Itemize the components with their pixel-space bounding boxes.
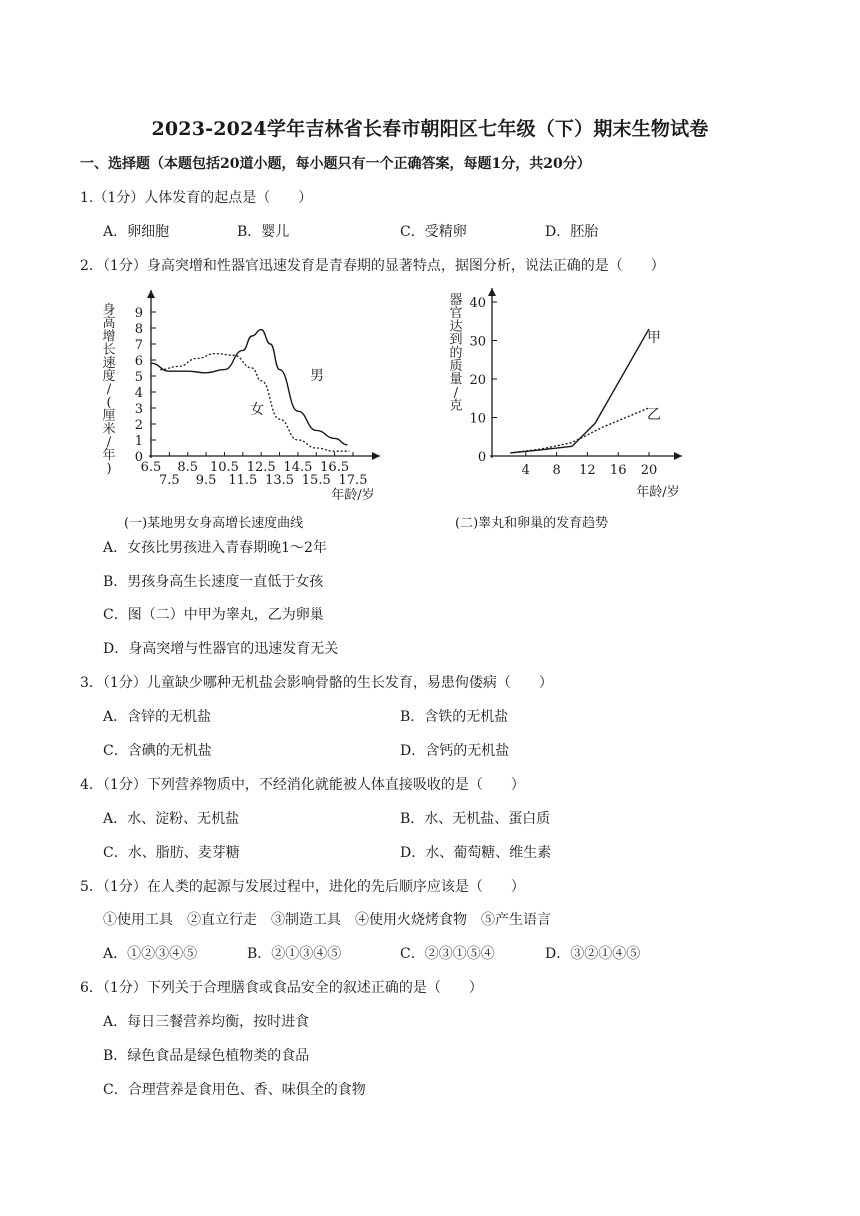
- series-label-male: 男: [310, 368, 324, 384]
- series-label-yi: 乙: [647, 407, 661, 423]
- x-axis-head: [674, 452, 682, 460]
- y-axis-label-char: 厘: [102, 408, 116, 424]
- y-tick-label: 2: [134, 418, 143, 433]
- y-tick-label: 0: [134, 450, 143, 465]
- y-tick-label: 30: [469, 334, 486, 350]
- x-tick-label-lower: 9.5: [195, 473, 217, 488]
- y-axis-label-char: 米: [102, 421, 116, 437]
- q4-option-a: A．水、淀粉、无机盐: [103, 811, 240, 827]
- q5-option-b: B．②①③④⑤: [247, 946, 342, 962]
- series-label-female: 女: [250, 402, 264, 418]
- x-tick-label: 8: [552, 463, 561, 478]
- section-heading: 一、选择题（本题包括20道小题，每小题只有一个正确答案，每题1分，共20分）: [80, 156, 591, 172]
- y-axis-label-char: 器: [449, 293, 463, 308]
- y-axis-label-char: ): [106, 461, 112, 477]
- q6-option-c: C．合理营养是食用色、香、味俱全的食物: [103, 1082, 366, 1098]
- x-tick-label-upper: 8.5: [177, 460, 199, 475]
- x-tick-label-lower: 7.5: [159, 473, 180, 488]
- y-tick-label: 6: [134, 354, 143, 369]
- y-axis-head: [488, 288, 496, 296]
- x-tick-label: 20: [640, 463, 658, 478]
- y-axis-label-char: 长: [102, 342, 116, 358]
- x-axis-label: 年龄/岁: [636, 485, 680, 500]
- y-tick-label: 8: [134, 322, 143, 337]
- y-axis-label-char: 达: [449, 319, 463, 335]
- q4-option-c: C．水、脂肪、麦芽糖: [103, 845, 240, 861]
- chart-2-caption: (二)睾丸和卵巢的发育趋势: [455, 516, 609, 531]
- x-tick-label-lower: 17.5: [338, 473, 368, 488]
- chart-1-caption: (一)某地男女身高增长速度曲线: [124, 516, 304, 531]
- q5-option-c: C．②③①⑤④: [400, 946, 495, 962]
- y-axis-label-char: 到: [449, 332, 463, 348]
- q5-option-a: A．①②③④⑤: [103, 946, 198, 962]
- x-tick-label-upper: 14.5: [283, 460, 313, 475]
- y-tick-label: 1: [134, 434, 143, 449]
- q2-option-c: C．图（二）中甲为睾丸，乙为卵巢: [103, 607, 324, 623]
- x-tick-label-upper: 12.5: [246, 460, 276, 475]
- y-axis-label-char: 官: [449, 306, 463, 322]
- q6-option-b: B．绿色食品是绿色植物类的食品: [103, 1048, 310, 1064]
- q2-option-a: A．女孩比男孩进入青春期晚1～2年: [103, 540, 327, 556]
- y-axis-label-char: 增: [102, 329, 116, 345]
- y-tick-label: 10: [469, 411, 486, 427]
- y-axis-label-char: 的: [449, 345, 463, 361]
- q1-option-a: A．卵细胞: [103, 224, 170, 240]
- x-tick-label: 4: [521, 463, 530, 478]
- y-axis-label-char: (: [106, 395, 112, 411]
- y-axis-label-char: 克: [449, 398, 463, 414]
- y-axis-label-char: 度: [102, 369, 116, 384]
- question-4-stem: 4．（1分）下列营养物质中，不经消化就能被人体直接吸收的是（ ）: [80, 777, 525, 793]
- question-5-stem: 5．（1分）在人类的起源与发展过程中，进化的先后顺序应该是（ ）: [80, 879, 525, 895]
- y-tick-label: 3: [134, 402, 143, 417]
- y-axis-label-char: /: [106, 435, 112, 450]
- x-tick-label-upper: 6.5: [140, 460, 162, 475]
- q5-option-d: D．③②①④⑤: [545, 946, 641, 962]
- q2-option-b: B．男孩身高生长速度一直低于女孩: [103, 574, 324, 590]
- x-axis-label: 年龄/岁: [331, 488, 375, 503]
- y-axis-label-char: /: [453, 385, 459, 401]
- exam-title: 2023-2024学年吉林省长春市朝阳区七年级（下）期末生物试卷: [151, 118, 709, 140]
- y-axis-label-char: 年: [102, 448, 116, 464]
- question-1-stem: 1.（1分）人体发育的起点是（ ）: [80, 190, 313, 206]
- x-axis-head: [372, 452, 380, 460]
- q3-option-b: B．含铁的无机盐: [400, 709, 509, 725]
- x-tick-label-upper: 16.5: [320, 460, 350, 475]
- x-tick-label-lower: 15.5: [301, 473, 331, 488]
- q3-option-d: D．含钙的无机盐: [400, 743, 510, 759]
- y-axis-label-char: /: [106, 382, 112, 398]
- x-tick-label-upper: 10.5: [209, 460, 239, 475]
- y-tick-label: 40: [469, 296, 486, 311]
- q3-option-c: C．含碘的无机盐: [103, 743, 212, 759]
- series-label-jia: 甲: [647, 330, 661, 346]
- ovary-line: [510, 408, 649, 453]
- question-6-stem: 6．（1分）下列关于合理膳食或食品安全的叙述正确的是（ ）: [80, 980, 483, 996]
- y-tick-label: 20: [469, 373, 486, 388]
- y-tick-label: 7: [134, 338, 143, 353]
- y-tick-label: 4: [134, 386, 143, 401]
- q4-option-b: B．水、无机盐、蛋白质: [400, 811, 551, 827]
- y-axis-label-char: 量: [449, 372, 463, 388]
- y-axis-label-char: 身: [102, 303, 116, 318]
- testis-line: [510, 329, 649, 453]
- y-axis-label-char: 高: [102, 316, 116, 332]
- y-tick-label: 5: [134, 370, 143, 385]
- q2-option-d: D．身高突增与性器官的迅速发育无关: [103, 641, 339, 657]
- q6-option-a: A．每日三餐营养均衡，按时进食: [103, 1014, 310, 1030]
- q4-option-d: D．水、葡萄糖、维生素: [400, 845, 552, 861]
- y-axis-label-char: 质: [449, 359, 463, 374]
- male-growth-line: [151, 330, 347, 445]
- x-tick-label: 16: [609, 463, 627, 478]
- x-tick-label-lower: 11.5: [228, 473, 258, 488]
- y-tick-label: 9: [134, 306, 143, 321]
- q1-option-b: B．婴儿: [237, 224, 290, 240]
- q1-option-d: D．胚胎: [545, 224, 599, 240]
- question-2-stem: 2．（1分）身高突增和性器官迅速发育是青春期的显著特点，据图分析，说法正确的是（ ）: [80, 258, 665, 274]
- y-axis-label-char: 速: [102, 355, 116, 371]
- y-axis-head: [147, 290, 155, 298]
- x-tick-label: 0: [477, 450, 487, 465]
- q5-item-list: ①使用工具 ②直立行走 ③制造工具 ④使用火烧烤食物 ⑤产生语言: [103, 912, 551, 928]
- q1-option-c: C．受精卵: [400, 224, 467, 240]
- x-tick-label: 12: [579, 463, 596, 478]
- question-3-stem: 3．（1分）儿童缺少哪种无机盐会影响骨骼的生长发育，易患佝偻病（ ）: [80, 675, 553, 691]
- q3-option-a: A．含锌的无机盐: [103, 709, 212, 725]
- x-tick-label-lower: 13.5: [265, 473, 295, 488]
- gonad-development-chart: [440, 284, 700, 504]
- height-growth-chart: [95, 284, 395, 504]
